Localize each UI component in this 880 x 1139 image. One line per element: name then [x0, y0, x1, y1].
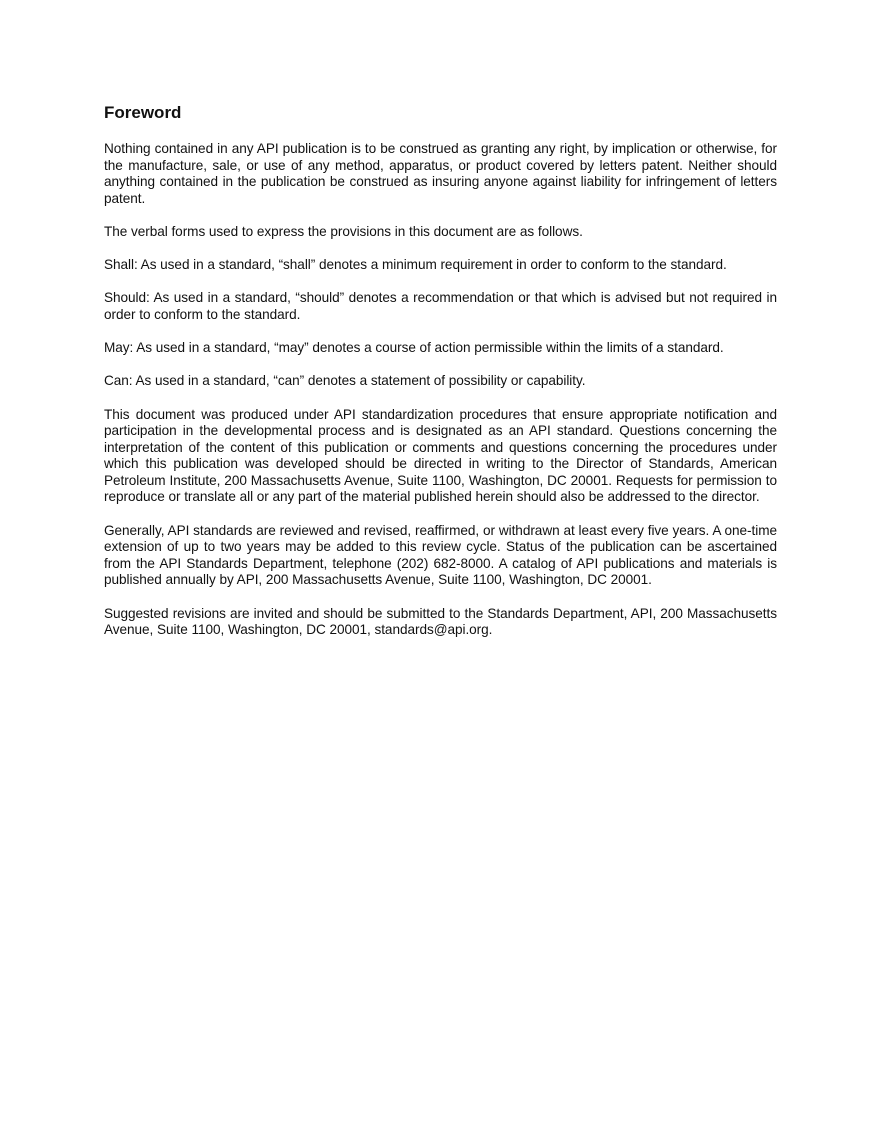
- paragraph-patent-disclaimer: Nothing contained in any API publication is to be construed as granting any right, by implication or otherwise, for the manufacture, sale, or use of any method, apparatus, or product covered by letters patent. Neither should anything contained in the publication be construed as insuring anyone against liability for infringement of letters patent.: [104, 141, 777, 206]
- paragraph-verbal-forms-intro: The verbal forms used to express the provisions in this document are as follows.: [104, 223, 583, 239]
- document-page: [104, 103, 777, 655]
- page-title: Foreword: [104, 103, 182, 122]
- paragraph-should-definition: Should: As used in a standard, “should” denotes a recommendation or that which is advised but not required in order to conform to the standard.: [104, 290, 777, 322]
- paragraph-review-cycle: Generally, API standards are reviewed and revised, reaffirmed, or withdrawn at least every five years. A one-time extension of up to two years may be added to this review cycle. Status of the publication can be ascertained from the API Standards Department, telephone (202) 682-8000. A catalog of API publications and materials is published annually by API, 200 Massachusetts Avenue, Suite 1100, Washington, DC 20001.: [104, 522, 777, 588]
- paragraph-suggested-revisions: Suggested revisions are invited and should be submitted to the Standards Department, API, 200 Massachusetts Avenue, Suite 1100, Washington, DC 20001, standards@api.org.: [104, 605, 777, 638]
- paragraph-standardization-procedures: This document was produced under API standardization procedures that ensure appropriate notification and participation in the developmental process and is designated as an API standard. Questions concerning the interpretation of the content of this publication or comments and questions concerning the procedures under which this publication was developed should be directed in writing to the Director of Standards, American Petroleum Institute, 200 Massachusetts Avenue, Suite 1100, Washington, DC 20001. Requests for permission to reproduce or translate all or any part of the material published herein should also be addressed to the director.: [104, 406, 777, 505]
- paragraph-may-definition: May: As used in a standard, “may” denotes a course of action permissible within the limits of a standard.: [104, 340, 724, 356]
- paragraph-shall-definition: Shall: As used in a standard, “shall” denotes a minimum requirement in order to conform to the standard.: [104, 257, 727, 273]
- paragraph-can-definition: Can: As used in a standard, “can” denotes a statement of possibility or capability.: [104, 373, 586, 389]
